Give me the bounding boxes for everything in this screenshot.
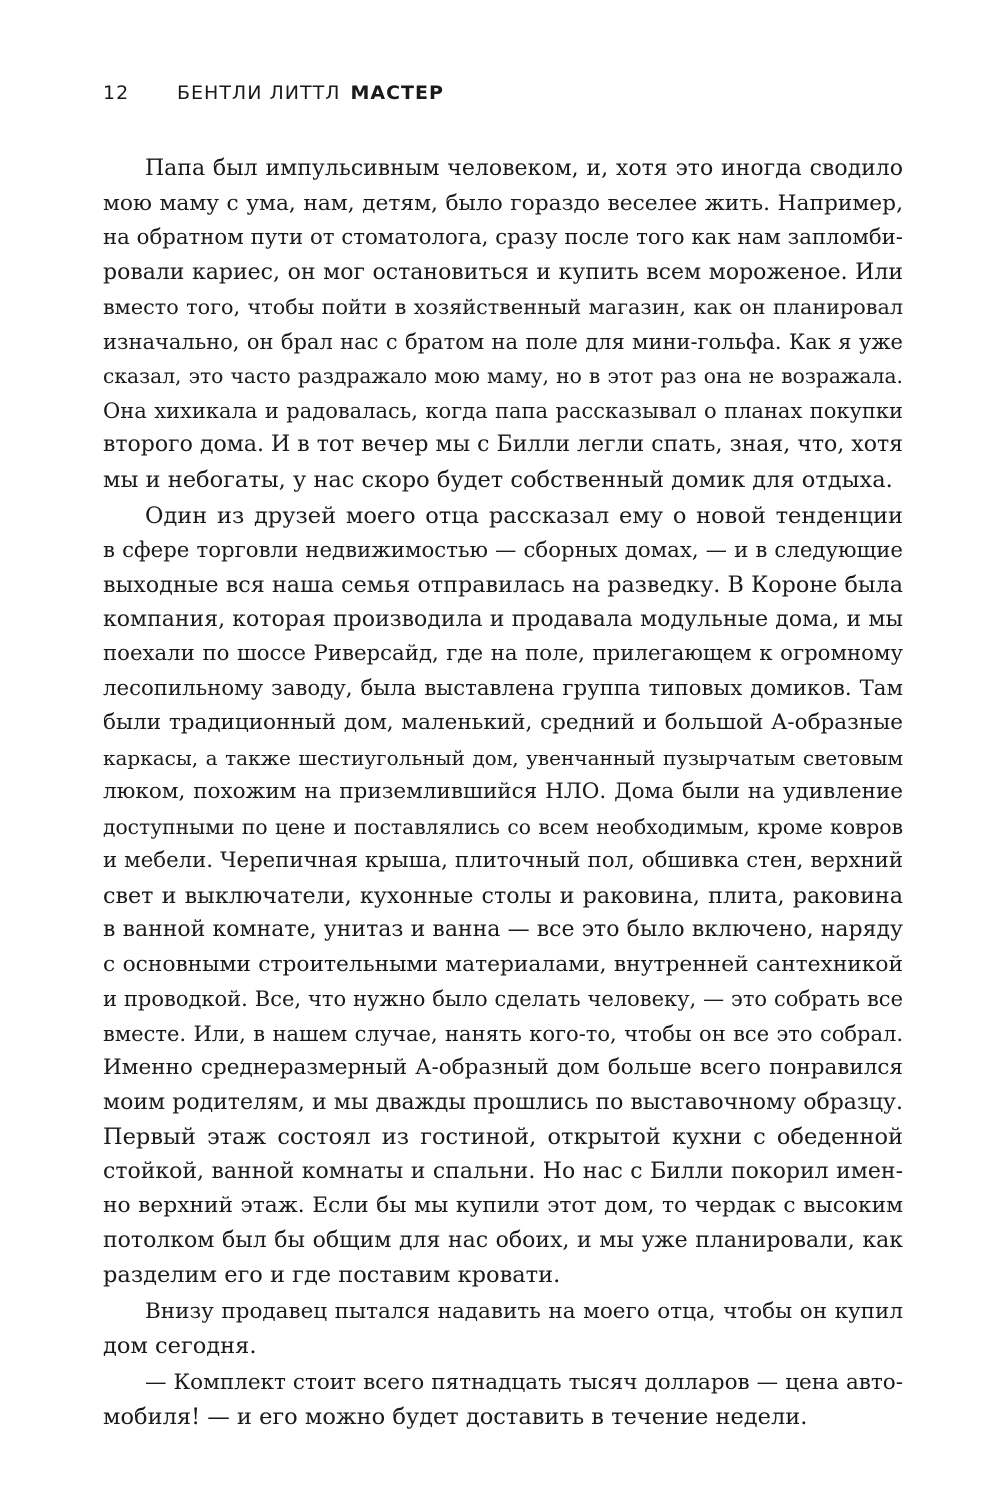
paragraph-1 (103, 152, 903, 497)
text-line: изначально, он брал нас с братом на поле для мини-гольфа. Как я уже (103, 329, 903, 354)
text-line: но верхний этаж. Если бы мы купили этот дом, то чердак с высоким (103, 1193, 903, 1218)
text-line: свет и выключатели, кухонные столы и раковина, плита, раковина (103, 882, 903, 909)
text-line: Она хихикала и радовалась, когда папа рассказывал о планах покупки (103, 398, 903, 423)
text-line: мою маму с ума, нам, детям, было гораздо веселее жить. Например, (103, 190, 903, 216)
text-line: каркасы, а также шестиугольный дом, увенчанный пузырчатым световым (103, 745, 903, 770)
text-line: доступными по цене и поставлялись со всем необходимым, кроме ковров (103, 814, 903, 839)
text-line: — Комплект стоит всего пятнадцать тысяч долларов — цена авто- (145, 1369, 903, 1395)
text-line: с основными строительными материалами, внутренней сантехникой (103, 951, 903, 977)
text-line: выходные вся наша семья отправилась на разведку. В Короне была (103, 572, 903, 598)
text-line: потолком был бы общим для нас обоих, и мы уже планировали, как (103, 1227, 903, 1253)
page-number: 12 (103, 82, 130, 104)
running-head (103, 82, 444, 104)
text-line: сказал, это часто раздражало мою маму, но в этот раз она не возражала. (103, 364, 903, 388)
text-line: Внизу продавец пытался надавить на моего отца, чтобы он купил (145, 1298, 903, 1324)
text-line: мобиля! — и его можно будет доставить в течение недели. (103, 1404, 808, 1430)
body-text (103, 152, 903, 1437)
text-line: и проводкой. Все, что нужно было сделать человеку, — это собрать все (103, 987, 903, 1011)
text-line: в ванной комнате, унитаз и ванна — все это было включено, наряду (103, 917, 903, 942)
text-line: стойкой, ванной комнаты и спальни. Но нас с Билли покорил имен- (103, 1158, 903, 1184)
author-name: БЕНТЛИ ЛИТТЛ (177, 82, 341, 104)
paragraph-3 (103, 1295, 903, 1364)
text-line: были традиционный дом, маленький, средний и большой А-образные (103, 710, 903, 735)
text-line: разделим его и где поставим кровати. (103, 1262, 561, 1288)
text-line: Папа был импульсивным человеком, и, хотя это иногда сводило (145, 156, 903, 181)
text-line: дом сегодня. (103, 1333, 257, 1359)
text-line: поехали по шоссе Риверсайд, где на поле, прилегающем к огромному (103, 641, 903, 666)
text-line: компания, которая производила и продавала модульные дома, и мы (103, 606, 903, 632)
text-line: и мебели. Черепичная крыша, плиточный пол, обшивка стен, верхний (103, 848, 903, 873)
text-line: вместо того, чтобы пойти в хозяйственный магазин, как он планировал (103, 295, 903, 319)
text-line: Именно среднеразмерный А-образный дом больше всего понравился (103, 1055, 903, 1080)
text-line: на обратном пути от стоматолога, сразу после того как нам запломби- (103, 225, 903, 250)
text-line: лесопильному заводу, была выставлена группа типовых домиков. Там (103, 675, 903, 701)
text-line: ровали кариес, он мог остановиться и купить всем мороженое. Или (103, 259, 903, 285)
text-line: моим родителям, и мы дважды прошлись по выставочному образцу. (103, 1089, 903, 1115)
text-line: Один из друзей моего отца рассказал ему о новой тенденции (145, 503, 903, 529)
text-line: вместе. Или, в нашем случае, нанять кого-то, чтобы он все это собрал. (103, 1021, 903, 1046)
text-line: люком, похожим на приземлившийся НЛО. Дома были на удивление (103, 779, 903, 804)
paragraph-2 (103, 499, 903, 1293)
text-line: в сфере торговли недвижимостью — сборных домах, — и в следующие (103, 537, 903, 563)
paragraph-4 (103, 1366, 903, 1435)
text-line: Первый этаж состоял из гостиной, открытой кухни с обеденной (103, 1124, 903, 1150)
book-title: МАСТЕР (350, 82, 444, 104)
text-line: второго дома. И в тот вечер мы с Билли легли спать, зная, что, хотя (103, 432, 903, 457)
text-line: мы и небогаты, у нас скоро будет собственный домик для отдыха. (103, 466, 893, 493)
